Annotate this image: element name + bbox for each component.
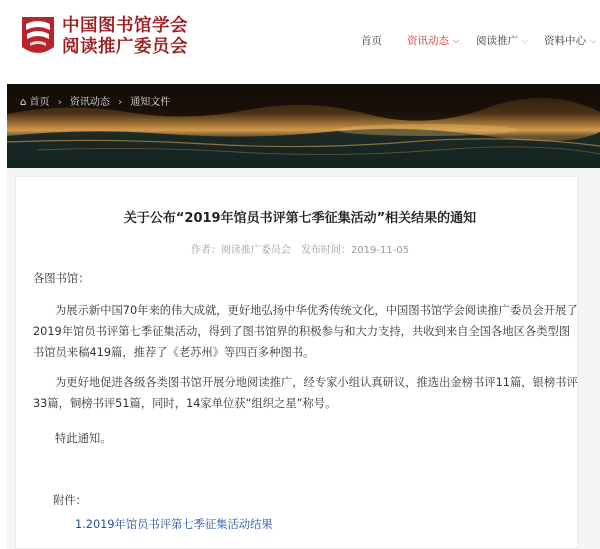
site-header <box>0 0 600 84</box>
author-label: 作者： <box>190 245 221 256</box>
nav-item-reading-promotion[interactable] <box>476 33 528 48</box>
home-icon[interactable]: ⌂ <box>20 97 27 108</box>
breadcrumb-separator: › <box>57 97 62 108</box>
page-banner <box>7 84 600 168</box>
nav-label: 资讯动态 <box>407 35 449 47</box>
nav-item-home[interactable] <box>361 33 382 48</box>
nav-label: 首页 <box>361 35 382 47</box>
article-meta <box>0 241 600 256</box>
greeting-text: 各图书馆： <box>33 272 90 285</box>
author-name: 阅读推广委员会 <box>220 245 291 256</box>
org-name-line2: 阅读推广委员会 <box>62 37 188 57</box>
article-title: 关于公布“2019年馆员书评第七季征集活动”相关结果的通知 <box>123 211 477 226</box>
closing-text: 特此通知。 <box>55 432 112 445</box>
breadcrumb-news[interactable]: 资讯动态 <box>69 97 110 108</box>
date-label: 发布时间： <box>300 245 351 256</box>
org-name-line1: 中国图书馆学会 <box>62 16 188 36</box>
publish-date: 2019-11-05 <box>350 245 410 256</box>
body-paragraph-1: 为展示新中国70年来的伟大成就，更好地弘扬中华优秀传统文化，中国图书馆学会阅读推广委员会开展了2019年馆员书评第七季征集活动，得到了图书馆界的积极参与和大力支持，共收到来自全国各地区各类型图书馆员来稿419篇，推荐了《老苏州》等四百多种图书。 <box>33 304 578 359</box>
breadcrumb-separator: › <box>118 97 123 108</box>
breadcrumb <box>20 93 170 108</box>
nav-label: 阅读推广 <box>476 35 518 47</box>
chevron-down-icon: ⌵ <box>453 36 460 45</box>
nav-item-news[interactable] <box>407 33 459 48</box>
nav-item-resources[interactable] <box>544 33 596 48</box>
attachment-label: 附件： <box>53 494 87 507</box>
body-paragraph-2: 为更好地促进各级各类图书馆开展分地阅读推广，经专家小组认真研议，推选出金榜书评11篇，银榜书评33篇，铜榜书评51篇，同时，14家单位获“组织之星”称号。 <box>33 376 578 410</box>
chevron-down-icon: ⌵ <box>522 36 529 45</box>
chevron-down-icon: ⌵ <box>590 36 597 45</box>
breadcrumb-notices[interactable]: 通知文件 <box>130 97 171 108</box>
main-nav <box>0 33 600 49</box>
nav-label: 资料中心 <box>544 35 586 47</box>
breadcrumb-home[interactable]: 首页 <box>29 97 50 108</box>
attachment-link[interactable]: 1.2019年馆员书评第七季征集活动结果 <box>75 518 273 531</box>
